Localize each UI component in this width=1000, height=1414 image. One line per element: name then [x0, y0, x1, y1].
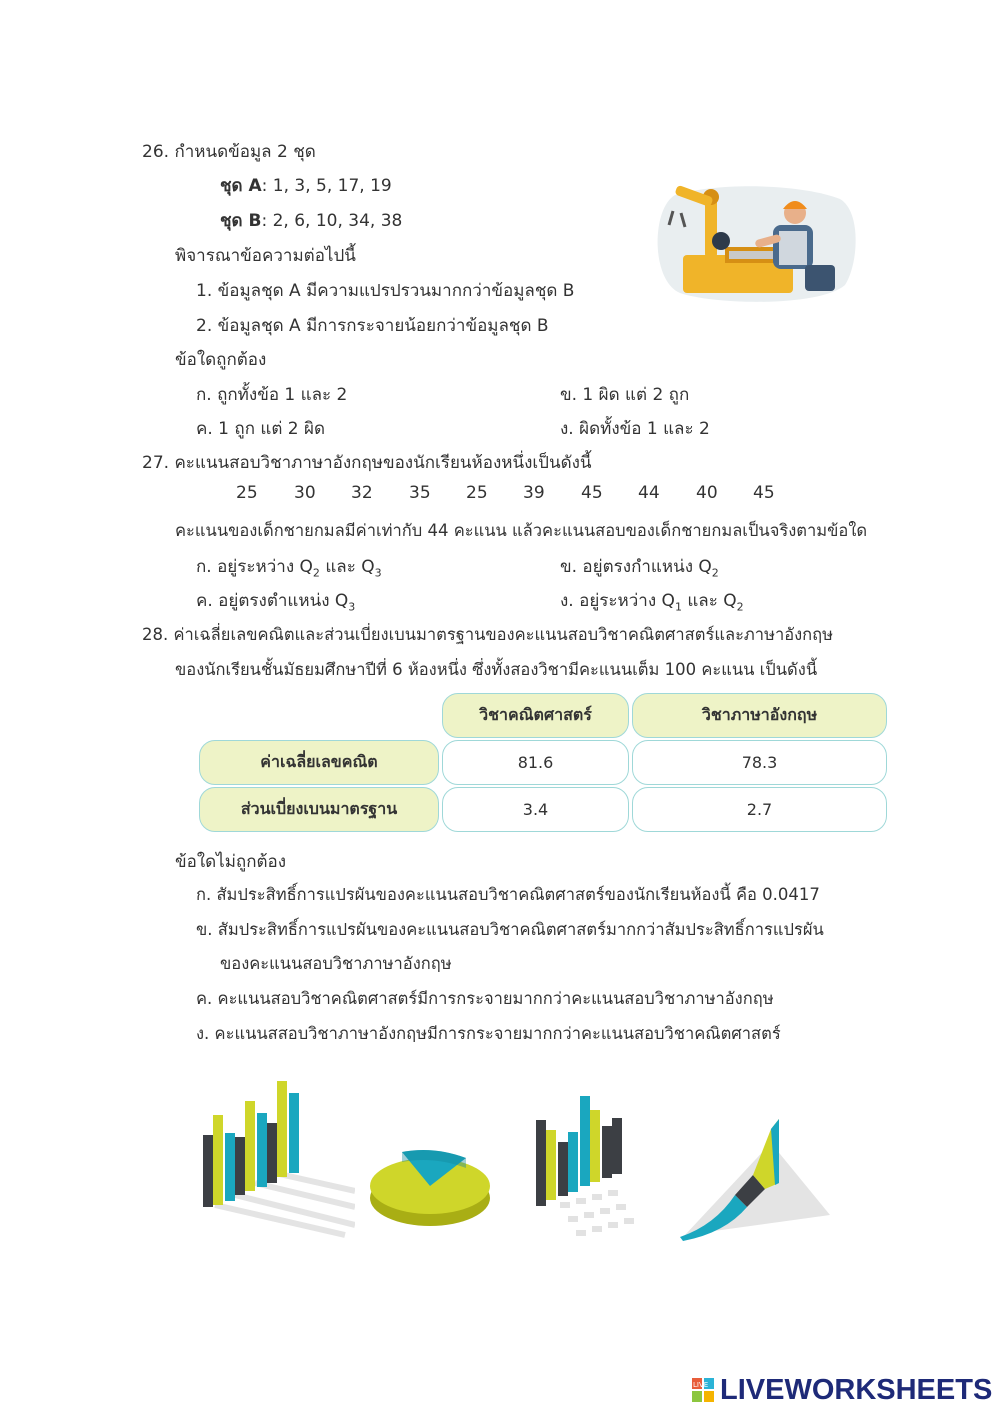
decorative-area-chart — [675, 1115, 835, 1245]
table-sd-math: 3.4 — [442, 787, 629, 832]
q28-option-a[interactable]: ก. สัมประสิทธิ์การแปรผันของคะแนนสอบวิชาคณิตศาสตร์ของนักเรียนห้องนี้ คือ 0.0417 — [196, 885, 820, 904]
q27-d-mid: และ Q — [681, 591, 737, 611]
table-header-math: วิชาคณิตศาสตร์ — [442, 693, 629, 738]
q27-option-c[interactable] — [196, 587, 355, 614]
decorative-bar-chart-3d — [195, 1075, 355, 1245]
q26-set-a — [220, 172, 392, 199]
set-a-values: : 1, 3, 5, 17, 19 — [261, 176, 392, 196]
q27-score-7: 45 — [581, 483, 603, 503]
q27-score-1: 25 — [236, 483, 258, 503]
q27-a-text: ก. อยู่ระหว่าง Q — [196, 557, 313, 577]
q28-option-c[interactable]: ค. คะแนนสอบวิชาคณิตศาสตร์มีการกระจายมากกว่าคะแนนสอบวิชาภาษาอังกฤษ — [196, 989, 774, 1008]
q26-option-b[interactable]: ข. 1 ผิด แต่ 2 ถูก — [560, 385, 690, 405]
logo-text: LIVEWORKSHEETS — [720, 1373, 993, 1406]
q27-a-mid: และ Q — [319, 557, 375, 577]
q27-a-sub1: 2 — [312, 566, 320, 580]
q26-option-d[interactable]: ง. ผิดทั้งข้อ 1 และ 2 — [560, 419, 710, 439]
decorative-stacked-bar-chart — [530, 1090, 670, 1250]
q28-title-line1: 28. ค่าเฉลี่ยเลขคณิตและส่วนเบี่ยงเบนมาตรฐานของคะแนนสอบวิชาคณิตศาสตร์และภาษาอังกฤษ — [142, 625, 834, 644]
q26-set-b — [220, 207, 402, 234]
q27-score-9: 40 — [696, 483, 718, 503]
set-b-values: : 2, 6, 10, 34, 38 — [261, 211, 403, 231]
decorative-pie-chart — [368, 1140, 498, 1235]
q28-question: ข้อใดไม่ถูกต้อง — [175, 852, 287, 872]
q28-option-d[interactable]: ง. คะแนนสสอบวิชาภาษาอังกฤษมีการกระจายมากกว่าคะแนนสอบวิชาคณิตศาสตร์ — [196, 1024, 781, 1043]
q27-score-2: 30 — [294, 483, 316, 503]
q27-option-a[interactable] — [196, 553, 382, 580]
q27-d-text: ง. อยู่ระหว่าง Q — [560, 591, 675, 611]
q27-a-sub2: 3 — [374, 566, 382, 580]
q27-question: คะแนนของเด็กชายกมลมีค่าเท่ากับ 44 คะแนน แล้วคะแนนสอบของเด็กชายกมลเป็นจริงตามข้อใด — [175, 521, 868, 540]
q27-c-text: ค. อยู่ตรงตำแหน่ง Q — [196, 591, 349, 611]
q26-statement-2: 2. ข้อมูลชุด A มีการกระจายน้อยกว่าข้อมูลชุด B — [196, 316, 549, 336]
q26-statement-1: 1. ข้อมูลชุด A มีความแปรปรวนมากกว่าข้อมูลชุด B — [196, 281, 575, 301]
q26-option-a[interactable]: ก. ถูกทั้งข้อ 1 และ 2 — [196, 385, 348, 405]
q27-option-d[interactable] — [560, 587, 744, 614]
q27-b-text: ข. อยู่ตรงกำแหน่ง Q — [560, 557, 712, 577]
table-row-mean: ค่าเฉลี่ยเลขคณิต — [199, 740, 439, 785]
q27-score-5: 25 — [466, 483, 488, 503]
liveworksheets-logo[interactable] — [692, 1374, 992, 1406]
q26-question: ข้อใดถูกต้อง — [175, 350, 267, 370]
factory-worker-illustration — [655, 185, 857, 303]
table-mean-english: 78.3 — [632, 740, 887, 785]
logo-badge-text: LIVE — [693, 1381, 709, 1389]
q26-consider: พิจารณาข้อความต่อไปนี้ — [175, 246, 356, 266]
q27-score-4: 35 — [409, 483, 431, 503]
table-header-english: วิชาภาษาอังกฤษ — [632, 693, 887, 738]
q27-b-sub1: 2 — [711, 566, 719, 580]
table-mean-math: 81.6 — [442, 740, 629, 785]
q28-option-b-cont: ของคะแนนสอบวิชาภาษาอังกฤษ — [220, 954, 452, 973]
q27-title: 27. คะแนนสอบวิชาภาษาอังกฤษของนักเรียนห้องหนึ่งเป็นดังนี้ — [142, 453, 592, 473]
q28-option-b[interactable]: ข. สัมประสิทธิ์การแปรผันของคะแนนสอบวิชาคณิตศาสตร์มากกว่าสัมประสิทธิ์การแปรผัน — [196, 920, 824, 939]
set-b-label: ชุด B — [220, 211, 262, 231]
q27-score-10: 45 — [753, 483, 775, 503]
q27-c-sub1: 3 — [348, 600, 356, 614]
logo-badge-icon — [692, 1378, 714, 1402]
q27-score-3: 32 — [351, 483, 373, 503]
q27-score-6: 39 — [523, 483, 545, 503]
q26-title: 26. กำหนดข้อมูล 2 ชุด — [142, 142, 316, 162]
q27-score-8: 44 — [638, 483, 660, 503]
set-a-label: ชุด A — [220, 176, 262, 196]
table-sd-english: 2.7 — [632, 787, 887, 832]
q27-d-sub2: 2 — [736, 600, 744, 614]
q27-option-b[interactable] — [560, 553, 719, 580]
table-row-sd: ส่วนเบี่ยงเบนมาตรฐาน — [199, 787, 439, 832]
q28-title-line2: ของนักเรียนชั้นมัธยมศึกษาปีที่ 6 ห้องหนึ่ง ซึ่งทั้งสองวิชามีคะแนนเต็ม 100 คะแนน เป็นดังนี้ — [175, 660, 818, 679]
q26-option-c[interactable]: ค. 1 ถูก แต่ 2 ผิด — [196, 419, 326, 439]
q27-d-sub1: 1 — [674, 600, 682, 614]
